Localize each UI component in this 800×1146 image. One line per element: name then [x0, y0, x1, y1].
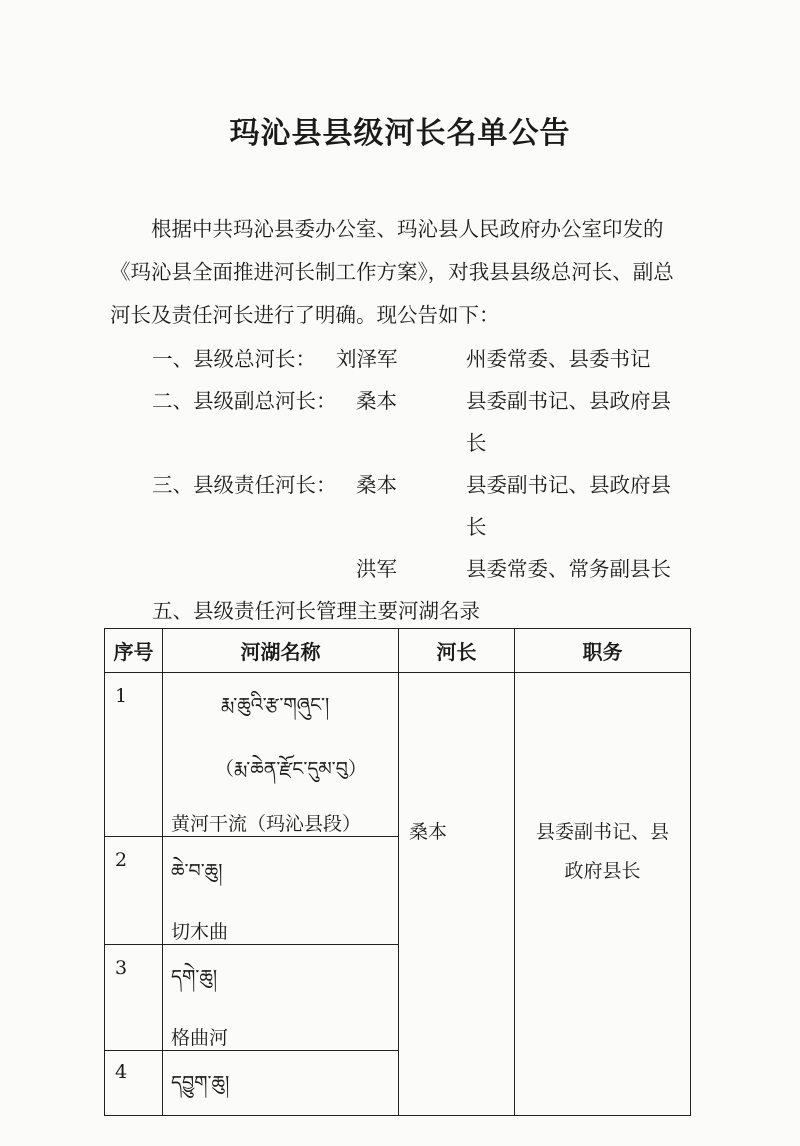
section-heading: 五、县级责任河长管理主要河湖名录 [152, 599, 480, 623]
header-river-name: 河湖名称 [163, 629, 399, 673]
river-name-tibetan: རྨ་ཆུའི་རྩ་གཞུང་། [221, 694, 330, 716]
assignment-name-2: 桑本 [356, 389, 397, 413]
row-index: 3 [115, 957, 128, 979]
river-name-cell [163, 1051, 399, 1116]
assignment-name-3: 桑本 [356, 473, 397, 497]
river-name-tibetan: དགེ་ཆུ། [171, 966, 218, 988]
assignment-duty-4: 县委常委、常务副县长 [466, 557, 671, 581]
assignment-name-1: 刘泽军 [336, 347, 398, 371]
river-name-tibetan: ཆེ་བ་ཆུ། [171, 860, 223, 882]
table-row [105, 673, 691, 837]
assignment-duty-2-cont: 长 [466, 431, 487, 455]
position-cell [515, 673, 691, 1116]
river-name-cell [163, 837, 399, 945]
assignment-duty-1: 州委常委、县委书记 [466, 347, 651, 371]
row-index: 4 [115, 1061, 128, 1083]
position-line-1: 县委副书记、县 [535, 821, 669, 843]
river-name-cell [163, 673, 399, 837]
row-index: 2 [115, 849, 128, 871]
chief-name: 桑本 [409, 821, 448, 843]
river-table [104, 628, 691, 1116]
river-name-cell [163, 945, 399, 1051]
assignment-duty-2: 县委副书记、县政府县 [466, 389, 671, 413]
assignment-label-3: 三、县级责任河长： [152, 473, 337, 497]
river-name-chinese: 格曲河 [171, 1027, 229, 1049]
row-index-cell [105, 1051, 163, 1116]
row-index: 1 [115, 685, 128, 707]
header-position: 职务 [515, 629, 691, 673]
page-title: 玛沁县县级河长名单公告 [229, 116, 571, 151]
row-index-cell [105, 837, 163, 945]
row-index-cell [105, 673, 163, 837]
assignment-label-1: 一、县级总河长： [152, 347, 316, 371]
assignment-name-4: 洪军 [356, 557, 397, 581]
river-name-tibetan-sub: （རྨ་ཆེན་རྫོང་དུམ་བུ） [215, 758, 367, 780]
header-index: 序号 [105, 629, 163, 673]
river-name-tibetan: དབྱུག་ཆུ། [171, 1072, 230, 1094]
table-header-row [105, 629, 691, 673]
row-index-cell [105, 945, 163, 1051]
assignment-label-2: 二、县级副总河长： [152, 389, 337, 413]
assignment-duty-3-cont: 长 [466, 515, 487, 539]
river-name-chinese: 黄河干流（玛沁县段） [171, 813, 362, 835]
assignment-duty-3: 县委副书记、县政府县 [466, 473, 671, 497]
header-chief: 河长 [399, 629, 515, 673]
river-name-chinese: 切木曲 [171, 921, 229, 943]
chief-cell [399, 673, 515, 1116]
intro-text: 根据中共玛沁县委办公室、玛沁县人民政府办公室印发的《玛沁县全面推进河长制工作方案》，对我县县级总河长、副总河长及责任河长进行了明确。现公告如下： [110, 217, 674, 327]
position-line-2: 政府县长 [564, 860, 641, 882]
intro-paragraph [110, 208, 690, 337]
